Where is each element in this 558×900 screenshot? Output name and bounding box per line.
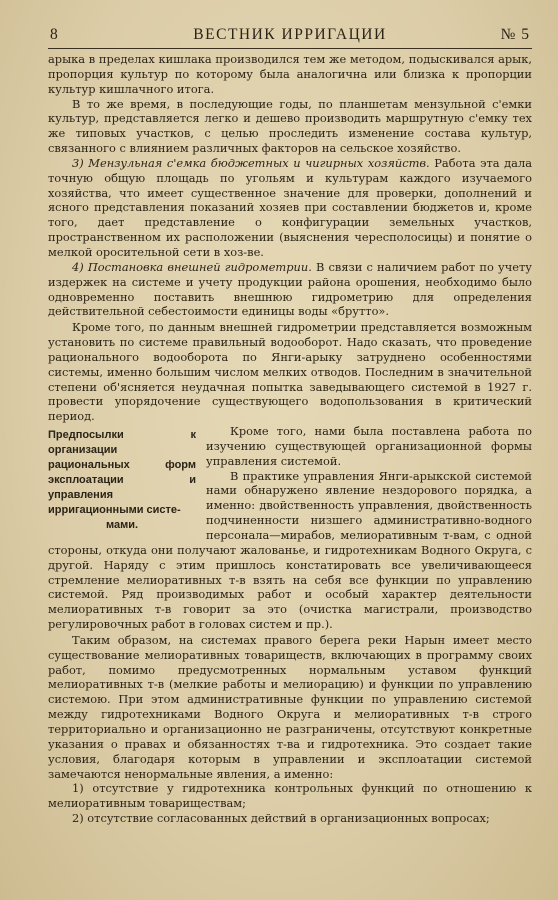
list-item: 2) отсутствие согласованных действий в организационных вопросах;: [72, 811, 490, 826]
page-number: 8: [50, 26, 59, 43]
paragraph: арыка в пределах кишлака производился тем же методом, подыскивался арык, пропорция культур по которому была аналогична или близка к пропорции культур кишлачного итога.: [48, 52, 532, 96]
sidebar-heading-last-line: мами.: [105, 518, 139, 531]
paragraph: [48, 156, 532, 260]
paragraph-text: В связи с наличием работ по учету издержек на системе и учету продукции района орошения, необходимо было одновременно поставить внешнюю гидрометрию для определения действительной себестоимости единицы воды «брутто».: [48, 259, 532, 319]
running-header: [48, 26, 532, 49]
paragraph: [48, 260, 532, 319]
paragraph-text: Работа эта дала точную общую площадь по угольям и культурам каждого изучаемого хозяйства, что имеет существенное значение для проверки, дополнений и ясного представления показаний хозяев при составлении бюджетов и, кроме того, дает представление о конфигурации земельных участков, пространственном их расположении (выяснения чересполосицы) и понятие о мелкой оросительной сети в хоз-ве.: [48, 155, 533, 259]
journal-title: ВЕСТНИК ИРРИГАЦИИ: [193, 26, 387, 43]
section-heading: 3) Мензульная с'емка бюджетных и чигирных хозяйств.: [72, 155, 430, 170]
paragraph: В то же время, в последующие годы, по планшетам мензульной с'емки культур, представляется легко и дешево производить маршрутную с'емку тех же типовых участков, с целью проследить изменение состава культур, связанного с влиянием различных факторов на сельское хозяйство.: [48, 96, 532, 156]
paragraph: Кроме того, по данным внешней гидрометрии представляется возможным установить по системе правильный водооборот. Надо сказать, что проведение рационального водооборота по Янги-арыку затруднено особенностями системы, именно большим числом мелких отводов. Последним в значительной степени об'ясняется неудачная попытка заведывающего системой в 1927 г. провести упорядочение существующего водопользования в критический период.: [48, 320, 532, 424]
paragraph: Таким образом, на системах правого берега реки Нарын имеет место существование мелиоративных товариществ, включающих в программу своих работ, помимо предусмотренных нормальным уставом функций мелиоративных т-в (мелкие работы и мелиорацию) и функции по управлению системою. При этом административные функции по управлению системой между гидротехниками Водного Округа и мелиоративных т-в строго территориально и организационно не разграничены, отсутствуют конкретные указания о правах и обязанностях т-ва и гидротехника. Это создает такие условия, благодаря которым в управлении и эксплоатации системой замечаются ненормальные явления, а именно:: [48, 632, 532, 781]
article-body: [48, 52, 532, 826]
sidebar-heading: [48, 428, 196, 532]
issue-number: № 5: [500, 26, 530, 43]
section-heading: 4) Постановка внешней гидрометрии.: [72, 259, 312, 274]
list-item: 1) отсутствие у гидротехника контрольных функций по отношению к мелиоративным товариществам;: [48, 781, 532, 811]
sidebar-heading-text: Предпосылки к организации рациональных форм эксплоатации и управления ирригационными систе-: [48, 429, 196, 516]
paragraph: В практике управления Янги-арыкской системой нами обнаружено явление нездорового порядка, а именно: двойственность управления, двойственность подчиненности низшего административно-водного персонала—мирабов, мелиоративным т-вам, с одной стороны, откуда они получают жалованье, и гидротехникам Водного Округа, с другой. Наряду с этим пришлось констатировать все увеличивающееся стремление мелиоративных т-в взять на себя все функции по управлению системой. Ряд производимых работ и особый характер деятельности мелиоративных т-в говорит за это (очистка магистрали, производство регулировочных работ в головах систем и пр.).: [48, 468, 532, 632]
paragraph: Кроме того, нами была поставлена работа по изучению существующей организационной формы управления системой.: [206, 424, 532, 468]
